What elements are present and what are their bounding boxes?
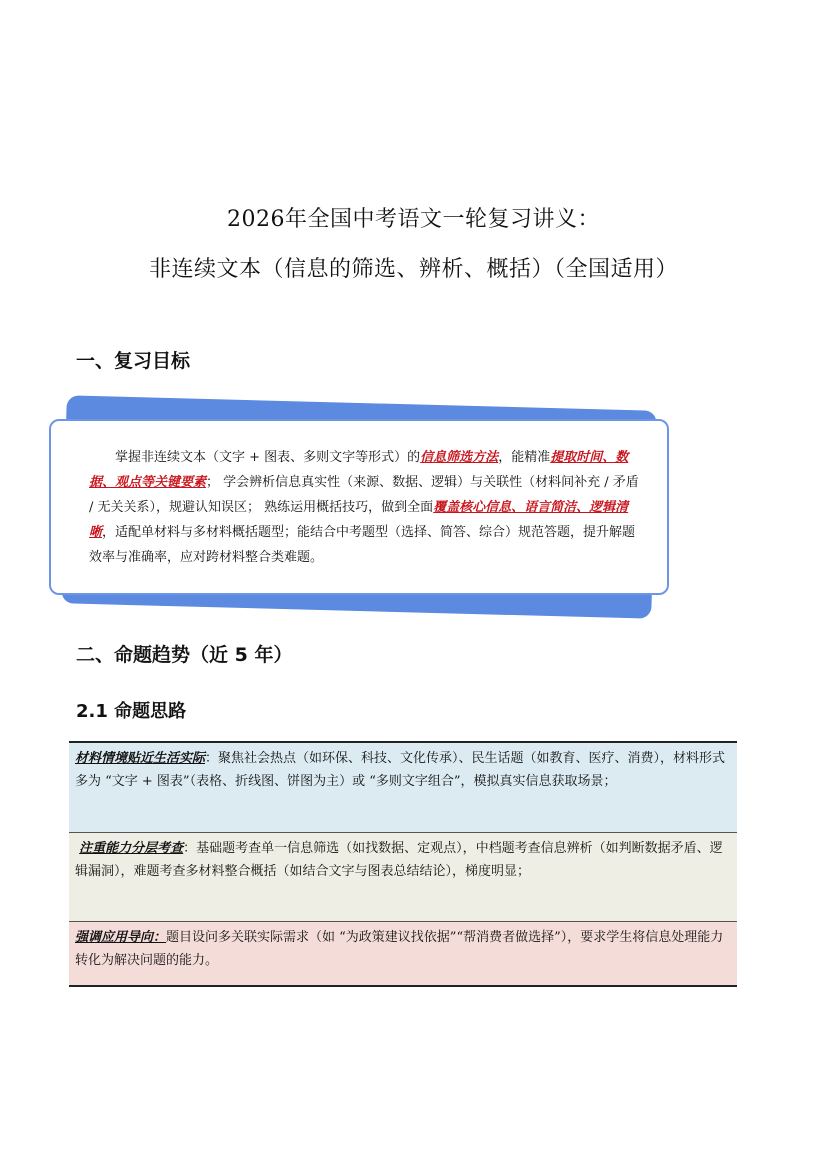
idea-table — [69, 741, 737, 987]
idea-row — [69, 921, 737, 985]
document-title-line1: 2026年全国中考语文一轮复习讲义： — [227, 207, 600, 232]
goal-text-seg1: 掌握非连续文本（文字 + 图表、多则文字等形式）的 — [115, 450, 421, 465]
goal-emphasis-1: 信息筛选方法 — [420, 450, 499, 465]
goal-card — [49, 419, 669, 595]
idea-lead: 材料情境贴近生活实际 — [75, 751, 206, 766]
goal-text — [89, 445, 641, 570]
section-heading-trends: 二、命题趋势（近 5 年） — [76, 644, 293, 666]
document-title-line2: 非连续文本（信息的筛选、辨析、概括）（全国适用） — [148, 257, 678, 282]
idea-row — [69, 832, 737, 921]
idea-body: 聚焦社会热点（如环保、科技、文化传承）、民生话题（如教育、医疗、消费），材料形式多为 “文字 + 图表”（表格、折线图、饼图为主）或 “多则文字组合”，模拟真实信息获取场景； — [75, 751, 726, 789]
goal-text-seg3: ； 学会辨析信息真实性（来源、数据、逻辑）与关联性（材料间补充 / 矛盾 / 无关关系），规避认知误区； 熟练运用概括技巧，做到全面 — [89, 475, 639, 515]
idea-row — [69, 743, 737, 832]
subsection-heading-ideas: 2.1 命题思路 — [76, 701, 187, 722]
idea-body: 题目设问多关联实际需求（如 “为政策建议找依据”“帮消费者做选择”），要求学生将信息处理能力转化为解决问题的能力。 — [75, 930, 724, 968]
idea-sep: ： — [183, 841, 197, 856]
goal-text-seg2: ，能精准 — [498, 450, 551, 465]
idea-lead: 注重能力分层考查 — [79, 841, 184, 856]
goal-emphasis-2: 提取时间、数据、观点等关键要素 — [89, 450, 629, 490]
goal-emphasis-3: 覆盖核心信息、语言简洁、逻辑清晰 — [89, 500, 629, 540]
idea-body: 基础题考查单一信息筛选（如找数据、定观点），中档题考查信息辨析（如判断数据矛盾、逻辑漏洞），难题考查多材料整合概括（如结合文字与图表总结结论），梯度明显； — [75, 841, 723, 879]
idea-lead: 强调应用导向： — [75, 930, 167, 945]
goal-text-seg4: ，适配单材料与多材料概括题型；能结合中考题型（选择、简答、综合）规范答题，提升解题效率与准确率，应对跨材料整合类难题。 — [89, 525, 636, 565]
section-heading-goals: 一、复习目标 — [76, 350, 191, 372]
idea-sep: ： — [205, 751, 219, 766]
